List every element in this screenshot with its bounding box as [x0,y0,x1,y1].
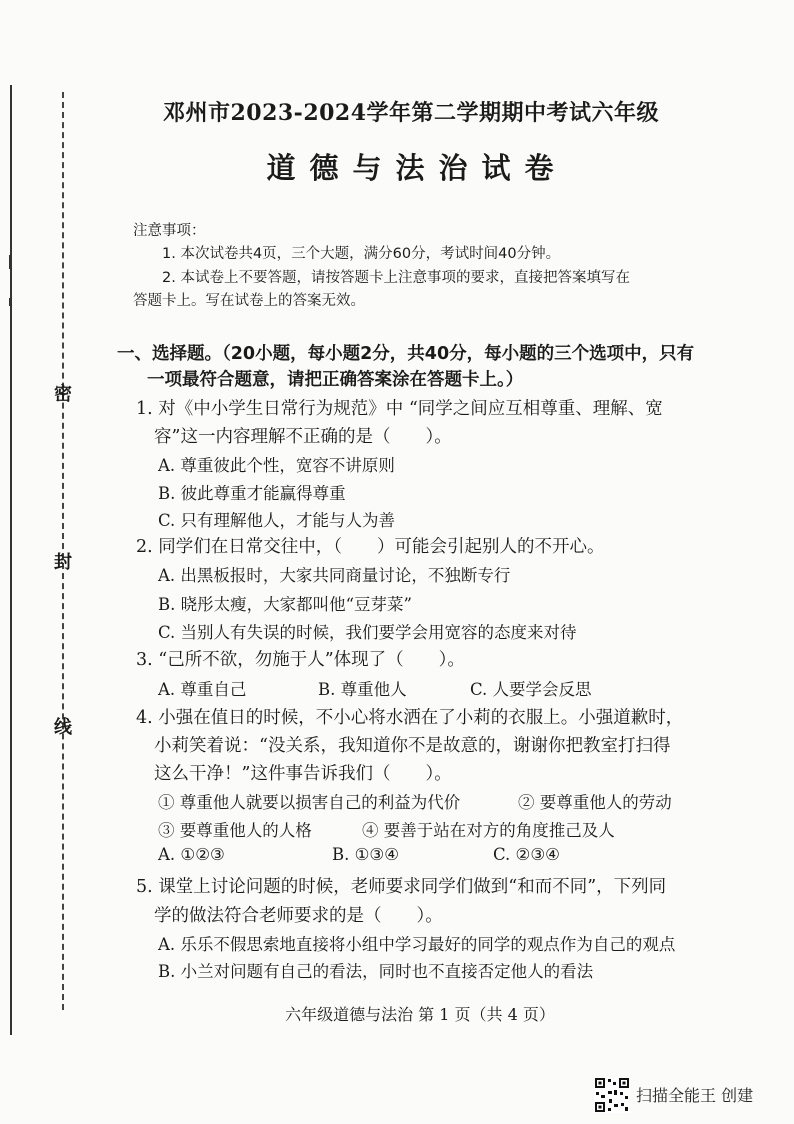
exam-title: 邓州市2023-2024学年第二学期期中考试六年级 [162,100,660,126]
question-5-option-b: B. 小兰对问题有自己的看法，同时也不直接否定他人的看法 [158,962,594,981]
question-4-statement-3: ③ 要尊重他人的人格 [158,821,312,840]
question-1-option-b: B. 彼此尊重才能赢得尊重 [158,484,346,503]
question-4-option-c: C. ②③④ [493,845,560,864]
question-4-stem-cont-1: 小莉笑着说：“没关系，我知道你不是故意的，谢谢你把教室打扫得 [154,736,671,756]
qr-code-icon [594,1077,630,1113]
section-1-heading: 一、选择题。（20小题，每小题2分，共40分，每小题的三个选项中，只有 [117,344,695,364]
question-5-stem-cont: 学的做法符合老师要求的是（ ）。 [154,906,443,926]
notice-item-2-line2: 答题卡上。写在试卷上的答案无效。 [133,293,365,309]
binding-edge-line [10,85,12,1035]
question-2-stem: 2. 同学们在日常交往中，（ ）可能会引起别人的不开心。 [136,537,605,557]
notice-item-1: 1. 本次试卷共4页，三个大题，满分60分，考试时间40分钟。 [162,246,561,262]
notice-item-2-line1: 2. 本试卷上不要答题，请按答题卡上注意事项的要求，直接把答案填写在 [162,270,630,286]
question-3-option-c: C. 人要学会反思 [470,680,592,699]
question-4-statement-1: ① 尊重他人就要以损害自己的利益为代价 [158,793,461,812]
question-4-option-a: A. ①②③ [158,845,225,864]
question-3-option-b: B. 尊重他人 [318,680,407,699]
question-1-stem-cont: 容”这一内容理解不正确的是（ ）。 [154,427,452,447]
question-4-stem-cont-2: 这么干净！”这件事告诉我们（ ）。 [154,764,452,784]
question-3-option-a: A. 尊重自己 [158,680,247,699]
seal-char-feng: 封 [54,552,72,573]
question-1-option-a: A. 尊重彼此个性，宽容不讲原则 [158,456,395,475]
question-2-option-b: B. 晓彤太瘦，大家都叫他“豆芽菜” [158,595,412,614]
notice-heading: 注意事项： [133,223,206,239]
seal-char-mi: 密 [54,384,72,405]
page-footer: 六年级道德与法治 第 1 页（共 4 页） [285,1005,555,1024]
question-4-stem: 4. 小强在值日的时候，不小心将水洒在了小莉的衣服上。小强道歉时， [136,708,684,728]
question-5-stem: 5. 课堂上讨论问题的时候，老师要求同学们做到“和而不同”，下列同 [136,877,667,897]
binding-edge-mark [9,255,12,269]
question-3-stem: 3. “己所不欲，勿施于人”体现了（ ）。 [136,650,465,670]
question-2-option-c: C. 当别人有失误的时候，我们要学会用宽容的态度来对待 [158,623,577,642]
question-1-option-c: C. 只有理解他人，才能与人为善 [158,511,396,530]
question-1-stem: 1. 对《中小学生日常行为规范》中 “同学之间应互相尊重、理解、宽 [136,399,663,419]
question-5-option-a: A. 乐乐不假思索地直接将小组中学习最好的同学的观点作为自己的观点 [158,935,676,954]
question-4-option-b: B. ①③④ [332,845,399,864]
seal-char-xian: 线 [54,717,72,738]
subject-title: 道德与法治试卷 [266,151,568,185]
binding-edge-mark [9,298,12,306]
question-2-option-a: A. 出黑板报时，大家共同商量讨论，不独断专行 [158,566,511,585]
section-1-heading-cont: 一项最符合题意，请把正确答案涂在答题卡上。） [147,370,524,390]
question-4-statement-2: ② 要尊重他人的劳动 [518,793,672,812]
question-4-statement-4: ④ 要善于站在对方的角度推己及人 [362,821,615,840]
scanner-watermark: 扫描全能王 创建 [636,1086,754,1105]
